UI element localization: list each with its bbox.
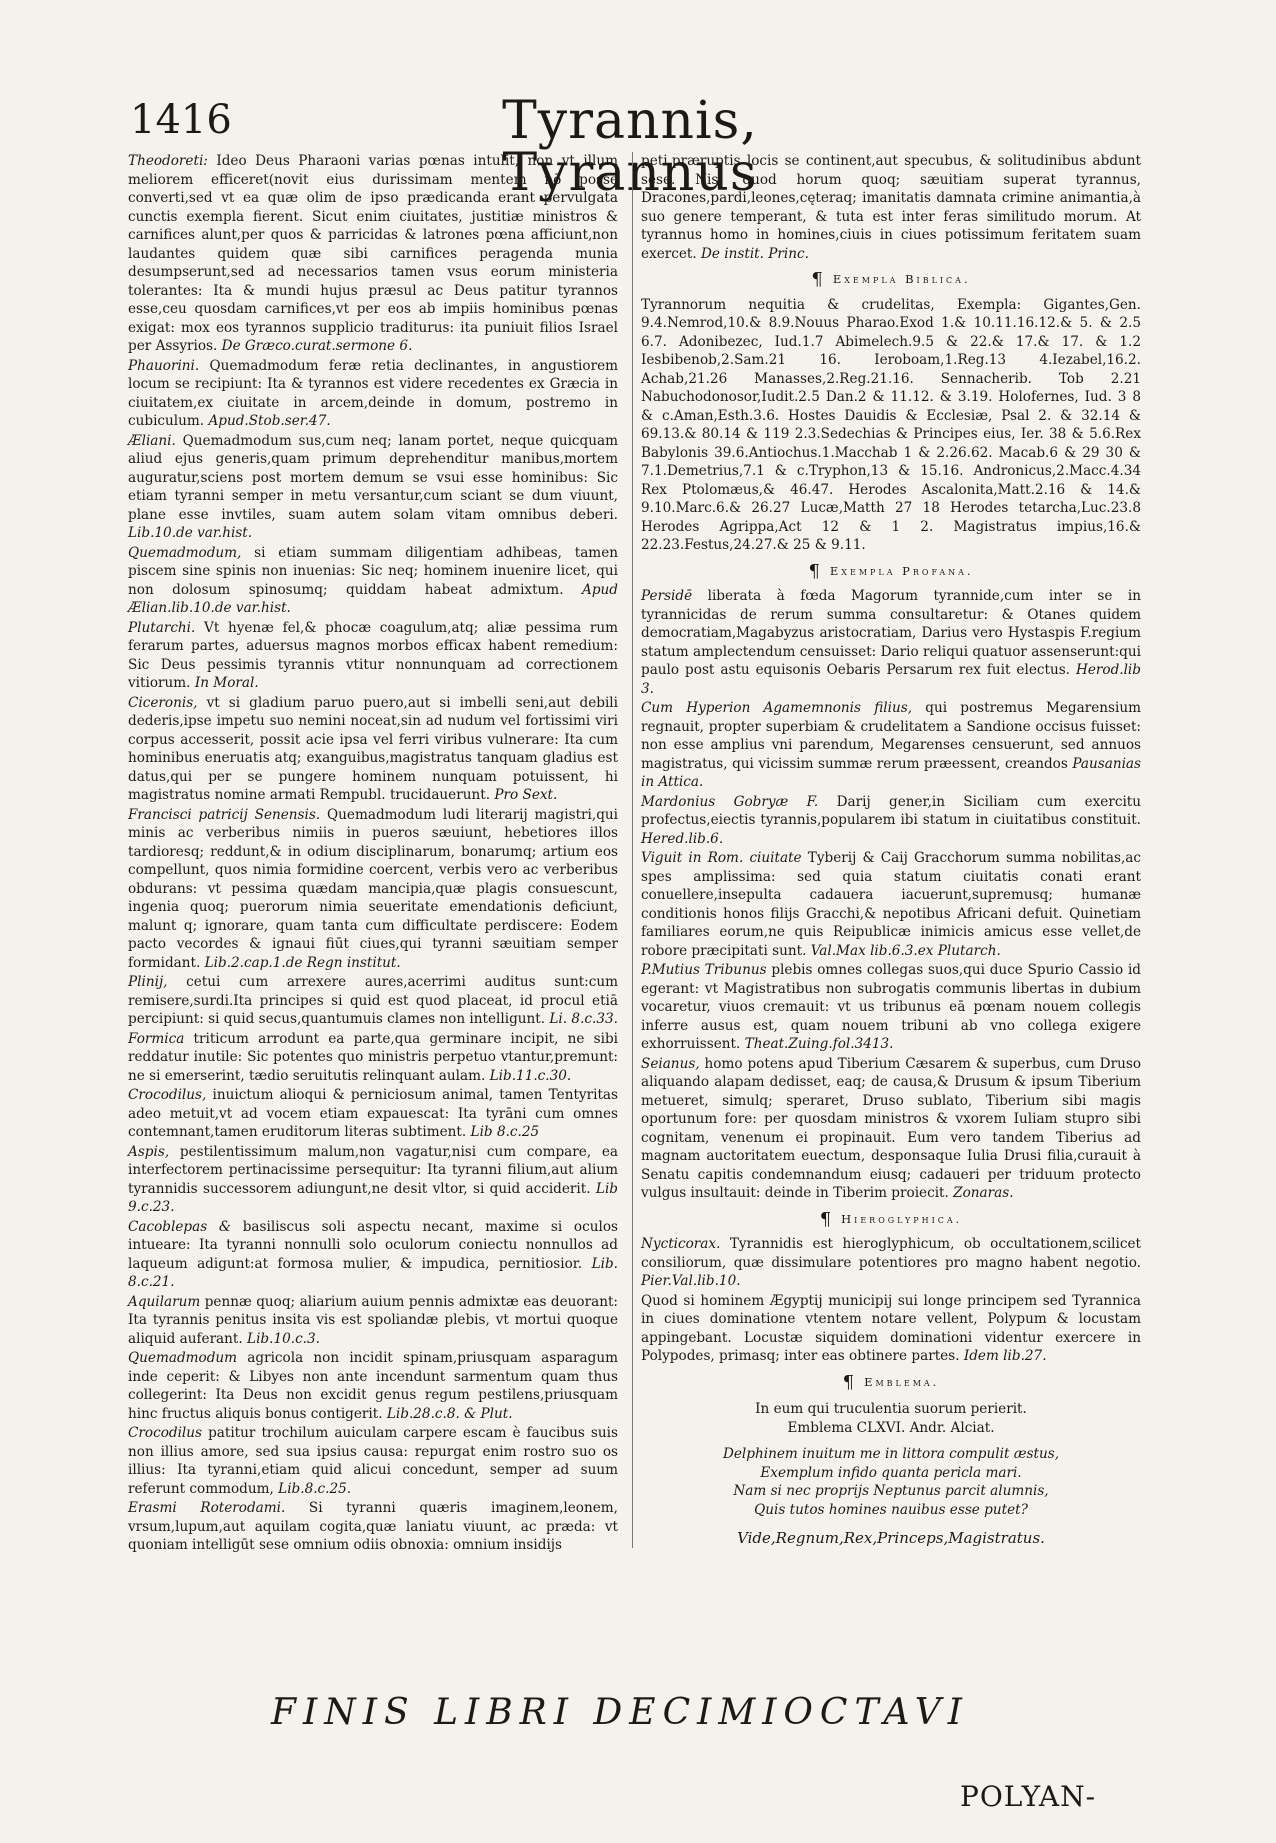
source-reference: Hered.lib.6. xyxy=(641,830,724,847)
paragraph-text: Quemadmodum feræ retia declinantes, in angustiorem locum se recipiunt: Ita & tyrannos est videre recedentes ex Græcia in ciuitatem,ex ciuitate in arcem,deinde in domum, postremo in cubiculum. xyxy=(128,357,618,429)
paragraph-lemma: P.Mutius Tribunus xyxy=(641,962,767,978)
section-heading-profana xyxy=(641,562,1141,582)
paragraph-text: qui postremus Megarensium regnauit, propter superbiam & crudelitatem a Sandione occisus fuisset: non esse amplius vni parendum, Megarenses censuerunt, sed annuos magistratus, qui vicissim summæ rerum præessent, creandos xyxy=(641,700,1141,772)
paragraph-text: liberata à fœda Magorum tyrannide,cum inter se in tyrannicidas de rerum summa consultaretur: & Otanes quidem democratiam,Magabyzus aristocratiam, Darius vero Hystaspis F.regium statum amplectendum censuisset: Dario reliqui quatuor assenserunt:qui paulo post astu equisonis Oebaris Persarum rex fuit electus. xyxy=(641,588,1141,678)
profana-paragraph xyxy=(641,961,1141,1054)
emblem-verse: Nam si nec proprijs Neptunus parcit alumnis, xyxy=(733,1483,1049,1499)
paragraph-lemma: Plutarchi. xyxy=(128,619,196,636)
source-reference: Pausanias in Attica. xyxy=(641,755,1142,790)
paragraph-text: Quemadmodum sus,cum neq; lanam portet, neque quicquam aliud ejus generis,quam primum deprehenditur manibus,mortem auguratur,sciens post mortem demum se vsui esse hominibus: Sic etiam tyranni semper in metu versantur,cum sciant se dum viuunt, plane esse invtiles, suam autem solam vitam omnibus deberi. xyxy=(128,432,618,523)
profana-paragraph xyxy=(641,1055,1141,1203)
quotation-paragraph xyxy=(128,152,618,356)
quotation-paragraph xyxy=(128,694,618,805)
left-column xyxy=(128,152,618,1555)
quotation-paragraph xyxy=(128,619,618,693)
quotation-paragraph xyxy=(128,1293,618,1349)
quotation-paragraph xyxy=(128,544,618,618)
pilcrow-mark: ¶ xyxy=(811,269,823,290)
paragraph-text: Quod si hominem Ægyptij municipij sui longe principem sed Tyrannica in ciues dominatione vtentem notare vellent, Polypum & locustam appingebant. Locustæ siquidem dominationi videntur exercere in Polypodes, primasq; inter eas obtinere partes. xyxy=(641,1292,1141,1364)
emblem-subtitle: In eum qui truculentia suorum perierit. xyxy=(755,1401,1027,1417)
quotation-paragraph xyxy=(128,1424,618,1498)
source-reference: Pier.Val.lib.10. xyxy=(641,1273,741,1289)
paragraph-text: cetui cum arrexere aures,acerrimi auditus sunt:cum remisere,surdi.Ita principes si quid est quod placeat, id procul etiā percipiunt: si quid secus,quantumuis clames non intelligunt. xyxy=(128,974,619,1027)
source-reference: Lib 9.c.23. xyxy=(128,1180,618,1215)
paragraph-lemma: Ciceronis, xyxy=(128,694,198,711)
biblica-paragraph: Tyrannorum nequitia & crudelitas, Exempla: Gigantes,Gen. 9.4.Nemrod,10.& 8.9.Nouus Pharao.Exod 1.& 10.11.16.12.& 5. & 2.5 6.7. Adonibezec, Iud.1.7 Abimelech.9.5 & 22.& 17.& 17. & 1.2 Iesbibenob,2.Sam.21 16. Ieroboam,1.Reg.13 4.Iezabel,16.2. Achab,21.26 Manasses,2.Reg.21.16. Sennacherib. Tob 2.21 Nabuchodonosor,Iudit.2.5 Dan.2 & 11.12. & 3.19. Holofernes, Iud. 3 8 & c.Aman,Esth.3.6. Hostes Dauidis & Ecclesiæ, Psal 2. & 32.14 & 69.13.& 80.14 & 119 2.3.Sedechias & Principes eius, Ier. 38 & 5.6.Rex Babylonis 39.6.Antiochus.1.Macchab 1 & 2.26.62. Macab.6 & 29 30 & 7.1.Demetrius,7.1 & c.Tryphon,13 & 15.16. Andronicus,2.Macc.4.34 Rex Ptolomæus,& 46.47. Herodes Ascalonita,Matt.2.16 & 14.& 9.10.Marc.6.& 26.27 Lucæ,Matth 27 18 Herodes tetarcha,Luc.23.8 Herodes Agrippa,Act 12 & 1 2. Magistratus impius,16.& 22.23.Festus,24.27.& 25 & 9.11. xyxy=(641,296,1141,553)
see-also-reference: Vide,Regnum,Rex,Princeps,Magistratus. xyxy=(737,1529,1045,1547)
running-head: Tyrannis, Tyrannus xyxy=(502,91,758,203)
paragraph-lemma: Francisci patricij Senensis. xyxy=(128,806,321,823)
continuation-paragraph xyxy=(641,152,1141,263)
emblem-verse: Delphinem inuitum me in littora compulit æstus, xyxy=(722,1446,1060,1462)
paragraph-text: vt si gladium paruo puero,aut si imbelli seni,aut debili dederis,ipse impetu suo nemini noceat,sin ad nudum vel fortissimi viri corpus accesserit, possit acie ipsa vel ferri viribus vulnerare: Ita cum hominibus eneruatis atq; exanguibus,magistratus tanquam gladius est datus,qui per se pungere hominem nunquam potuissent, hi magistratus nomine armati Rempubl. trucidauerunt. xyxy=(128,694,618,803)
hieroglyphica-paragraph xyxy=(641,1235,1141,1291)
source-reference: Li. 8.c.33. xyxy=(549,1011,618,1027)
paragraph-text: Vt hyenæ fel,& phocæ coagulum,atq; aliæ pessima rum ferarum partes, aduersus magnos morbos efficax habent remedium: Sic Deus pessimis tyrannis vtitur nonnunquam ad correctionem vitiorum. xyxy=(128,619,618,691)
quotation-paragraph xyxy=(128,1499,618,1555)
paragraph-lemma: Aquilarum xyxy=(128,1293,201,1310)
section-title: Hieroglyphica. xyxy=(841,1211,963,1226)
paragraph-lemma: Æliani. xyxy=(128,432,176,449)
section-heading-hieroglyphica xyxy=(641,1210,1141,1230)
source-reference: Lib.11.c.30. xyxy=(489,1067,572,1084)
pilcrow-mark: ¶ xyxy=(842,1371,855,1393)
paragraph-lemma: Mardonius Gobryæ F. xyxy=(641,793,819,810)
section-title: Exempla Biblica. xyxy=(832,272,971,286)
paragraph-text: pestilentissimum malum,non vagatur,nisi cum compare, ea interfectorem pertinacissime persequitur: Ita tyranni filium,aut alium tyrannidis successorem adiungunt,ne desit vltor, si quid acciderit. xyxy=(128,1143,618,1197)
paragraph-lemma: Aspis, xyxy=(128,1143,170,1160)
paragraph-lemma: Phauorini. xyxy=(128,357,200,374)
quotation-paragraph xyxy=(128,1349,618,1423)
source-reference: Idem lib.27. xyxy=(963,1348,1047,1364)
emblem-block xyxy=(641,1400,1141,1519)
source-reference: Pro Sext. xyxy=(494,787,558,803)
paragraph-lemma: Quemadmodum, xyxy=(128,544,242,561)
profana-paragraph xyxy=(641,793,1141,849)
paragraph-text: homo potens apud Tiberium Cæsarem & superbus, cum Druso aliquando alapam dedisset, eaq; de causa,& Drusum & ipsum Tiberium metueret, simulq; speraret, Druso sublato, Tiberium sibi magis oportunum fore: per quosdam ministros & vxorem Iuliam stupro sibi cognitam, venenum ei propinauit. Eum vero tandem Tiberius ad magnam auctoritatem euectum, desponsaque Iulia Drusi filia,curauit à Senatu capitis condemnandum eiusq; cadaueri per triduum protecto vulgus insultauit: deinde in Tiberim proiecit. xyxy=(641,1055,1141,1201)
emblem-label: Emblema CLXVI. Andr. Alciat. xyxy=(787,1419,995,1436)
source-reference: Herod.lib 3. xyxy=(641,662,1141,697)
emblem-verse: Quis tutos homines nauibus esse putet? xyxy=(754,1501,1028,1518)
quotation-paragraph xyxy=(128,1030,618,1086)
continuation-reference: De instit. Princ. xyxy=(701,245,809,262)
source-reference: Lib.10.de var.hist. xyxy=(128,525,253,541)
profana-paragraph xyxy=(641,699,1141,792)
paragraph-text: Tyrannidis est hieroglyphicum, ob occultationem,scilicet consiliorum, quæ dissimulare potentiores pro magno habent negotio. xyxy=(641,1236,1141,1271)
quotation-paragraph xyxy=(128,1218,618,1292)
section-heading-emblema xyxy=(641,1373,1141,1393)
quotation-paragraph xyxy=(128,973,618,1029)
profana-list xyxy=(641,587,1141,1203)
source-reference: Lib. 8.c.21. xyxy=(128,1255,618,1290)
paragraph-lemma: Quemadmodum xyxy=(128,1350,238,1366)
source-reference: In Moral. xyxy=(194,675,259,691)
source-reference: Lib 8.c.25 xyxy=(470,1124,540,1140)
paragraph-text: Si tyranni quæris imaginem,leonem, vrsum,lupum,aut aquilam cogita,quæ laniatu viuunt, ac præda: vt quoniam intelligūt sese omnium odiis obnoxia: omnium insidijs xyxy=(128,1500,618,1553)
source-reference: Lib.10.c.3. xyxy=(247,1330,320,1347)
paragraph-text: patitur trochilum auiculam carpere escam è faucibus suis non illius amore, sed sua ipsius causa: repurgat enim rostro suo os illius: Ita tyranni,etiam quid alicui concedunt, semper ad suum referunt commodum, xyxy=(128,1425,618,1497)
paragraph-text: basiliscus soli aspectu necant, maxime si oculos intueare: Ita tyranni nonnulli solo oculorum coniectu nonnullos ad laqueum adigunt:at formosa mulier, & impudica, pernitiosior. xyxy=(128,1218,618,1272)
finis-line: FINIS LIBRI DECIMIOCTAVI xyxy=(271,1692,969,1733)
paragraph-lemma: Erasmi Roterodami. xyxy=(128,1500,286,1516)
right-column xyxy=(632,152,1141,1548)
paragraph-lemma: Cum Hyperion Agamemnonis filius, xyxy=(641,700,913,716)
paragraph-text: si etiam summam diligentiam adhibeas, tamen piscem sine spinis non inuenias: Sic neq; hominem inuenire licet, qui non dolosum spinosumq; quiddam habeat admixtum. xyxy=(128,544,618,598)
quotation-paragraph xyxy=(128,806,618,973)
paragraph-text: pennæ quoq; aliarium auium pennis admixtæ eas deuorant: Ita tyrannis penitus insita vis est spoliandæ plebis, vt mortui quoque aliquid auferant. xyxy=(128,1293,618,1347)
source-reference: Lib.28.c.8. & Plut. xyxy=(386,1405,513,1422)
source-reference: Apud.Stob.ser.47. xyxy=(208,413,331,429)
paragraph-lemma: Seianus, xyxy=(641,1055,700,1072)
source-reference: Theat.Zuing.fol.3413. xyxy=(744,1036,894,1052)
paragraph-text: inuictum alioqui & perniciosum animal, tamen Tentyritas adeo metuit,vt ad vocem etiam expauescat: Ita tyrāni cum omnes contemnant,tamen eruditorum literas subtiment. xyxy=(128,1087,618,1140)
source-reference: De Græco.curat.sermone 6. xyxy=(221,338,413,354)
catchword: POLYAN- xyxy=(960,1780,1097,1813)
profana-paragraph xyxy=(641,849,1141,960)
paragraph-lemma: Theodoreti: xyxy=(128,153,208,169)
profana-paragraph xyxy=(641,587,1141,698)
paragraph-lemma: Nycticorax. xyxy=(641,1236,721,1252)
paragraph-lemma: Plinij, xyxy=(128,974,168,990)
quotation-paragraph xyxy=(128,1143,618,1217)
section-title: Emblema. xyxy=(864,1374,940,1389)
paragraph-lemma: Persidē xyxy=(641,588,693,604)
source-reference: Val.Max lib.6.3.ex Plutarch. xyxy=(810,942,1001,959)
pilcrow-mark: ¶ xyxy=(819,1208,832,1230)
source-reference: Lib.8.c.25. xyxy=(278,1480,352,1497)
paragraph-text: plebis omnes collegas suos,qui duce Spurio Cassio id egerant: vt Magistratibus non subrogatis communis libertas in dubium vocaretur, viuos cremauit: vt us tribunus eā pœnam nouem collegis inferre ausus est, quam nouem tribuni ab vno collega exigere exhorruissent. xyxy=(641,962,1141,1052)
paragraph-lemma: Formica xyxy=(128,1030,185,1047)
paragraph-text: agricola non incidit spinam,priusquam asparagum inde ceperit: & Libyes non ante incendunt sarmentum quam thus collegerint: Ita Deus non excidit genus regum pestilens,priusquam hinc fructus aliquis bonus contigerit. xyxy=(128,1350,618,1422)
quotation-paragraph xyxy=(128,357,618,431)
section-heading-biblica xyxy=(641,270,1141,290)
source-reference: Zonaras. xyxy=(953,1185,1014,1201)
section-title: Exempla Profana. xyxy=(829,563,974,578)
continuation-text: peti,præruptis locis se continent,aut specubus, & solitudinibus abdunt sese. Nisi quod horum quoq; sæuitiam superat tyrannus, Dracones,pardi,leones,cęteraq; imanitatis damnata crimine animantia,à suo genere temperant, & tuta est inter feras similitudo morum. At tyrannus homo in homines,ciuis in ciues potissimum feritatem suam exercet. xyxy=(641,153,1141,262)
paragraph-lemma: Crocodilus, xyxy=(128,1087,207,1103)
source-reference: Lib.2.cap.1.de Regn institut. xyxy=(204,954,401,971)
hieroglyphica-paragraph xyxy=(641,1292,1141,1366)
paragraph-text: Quemadmodum ludi literarij magistri,qui minis ac verberibus nimiis in pueros sæuiunt, hebetiores illos tardioresq; reddunt,& in odium disciplinarum, bonarumq; artium eos compellunt, quos nimia formidine coercent, verbis vero ac verberibus obdurans: vt pessima quædam mancipia,quæ plagis consuescunt, ingenia quoq; puerorum nimia seueritate emendationis deficiunt, malunt q; ignorare, quam tanta cum difficultate perdiscere: Eodem pacto vecordes & ignaui fiūt ciues,qui tyranni sæuitiam semper formidant. xyxy=(128,806,619,971)
paragraph-lemma: Cacoblepas & xyxy=(128,1218,231,1235)
source-reference: Apud Ælian.lib.10.de var.hist. xyxy=(128,581,618,616)
quotation-paragraph xyxy=(128,432,618,543)
paragraph-text: Ideo Deus Pharaoni varias pœnas intulit, non vt illum meliorem efficeret(novit eius durissimam mentem nō posse converti,sed vt ea quæ olim de ipso prædicanda erant pervulgata cunctis exempla fierent. Sicut enim ciuitates, justitiæ ministros & carnifices alunt,per quos & parricidas & latrones pœna afficiunt,non laudantes quidem quæ sibi carnifices peragenda munia desumpserunt,sed ad necessarios tamen vsus eorum ministeria tolerantes: Ita & mundi hujus præsul ac Deus patitur tyrannos esse,ceu quosdam carnifices,vt per eos ab impiis hominibus pœnas exigat: mox eos tyrannos supplicio traditurus: ita puniuit filios Israel per Assyrios. xyxy=(128,153,619,354)
quotation-paragraph xyxy=(128,1086,618,1142)
hieroglyphica-list xyxy=(641,1235,1141,1366)
paragraph-text: triticum arrodunt ea parte,qua germinare incipit, ne sibi reddatur inutile: Sic potentes quo ministris perpetuo vtantur,premunt: ne si emerserint, tædio seruitutis relinquant aulam. xyxy=(128,1030,618,1084)
pilcrow-mark: ¶ xyxy=(808,560,820,582)
paragraph-lemma: Crocodilus xyxy=(128,1425,203,1441)
paragraph-lemma: Viguit in Rom. ciuitate xyxy=(641,850,802,866)
page-number: 1416 xyxy=(130,97,232,143)
paragraph-text: Darij gener,in Siciliam cum exercitu profectus,eiectis tyrannis,popularem ibi statum in ciuitatibus constituit. xyxy=(641,793,1142,828)
emblem-verse: Exemplum infido quanta pericla mari. xyxy=(760,1464,1022,1481)
paragraph-text: Tyberij & Caij Gracchorum summa nobilitas,ac spes amplissima: sed quia statum ciuitatis conati erant conuellere,insepulta cadauera iacuerunt,supremusq; humanæ conditionis honos filijs Gracchi,& nepotibus Africani defuit. Quinetiam familiares eorum,ne quis Reipublicæ inimicis amicus esse vellet,de robore præcipitati sunt. xyxy=(641,850,1141,959)
